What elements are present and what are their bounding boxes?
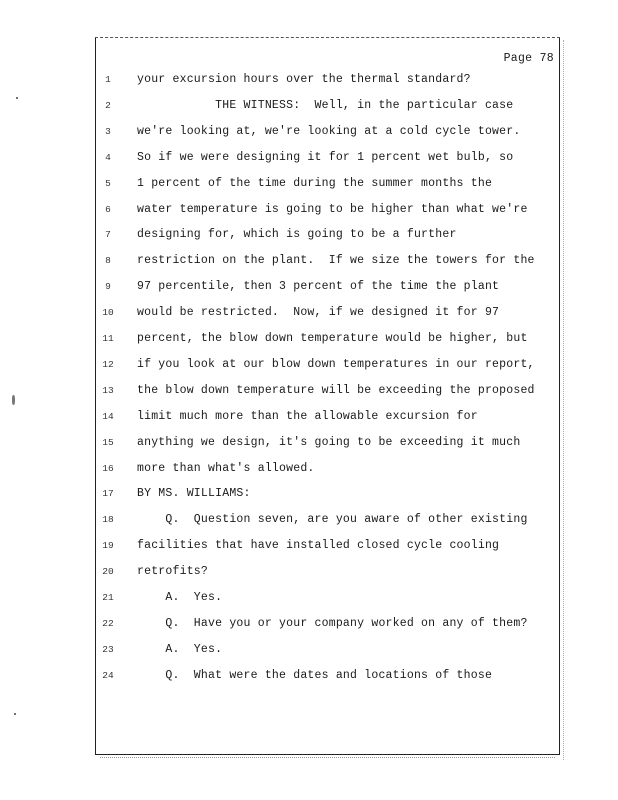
line-text: A. Yes. (137, 642, 223, 656)
line-number: 22 (102, 617, 114, 629)
line-text: we're looking at, we're looking at a cold cycle tower. (137, 124, 521, 138)
line-number: 14 (102, 410, 114, 422)
transcript-line (0, 303, 560, 323)
line-text: Q. Question seven, are you aware of other existing (137, 513, 528, 527)
scan-speck (12, 395, 15, 405)
line-number: 9 (105, 281, 111, 293)
line-number: 4 (105, 151, 111, 163)
scan-speck (16, 97, 18, 99)
transcript-line (0, 588, 560, 608)
transcript-line (0, 459, 560, 479)
line-text: BY MS. WILLIAMS: (137, 487, 251, 501)
transcript-line (0, 251, 560, 271)
line-text: A. Yes. (137, 591, 223, 604)
line-text: would be restricted. Now, if we designed it for 97 (137, 306, 500, 320)
line-text: restriction on the plant. If we size the towers for the (137, 254, 535, 268)
line-text: water temperature is going to be higher than what we're (137, 202, 528, 216)
transcript-line (0, 614, 560, 634)
line-text: limit much more than the allowable excursion for (137, 409, 478, 423)
line-text: designing for, which is going to be a further (137, 228, 457, 242)
transcript-line (0, 484, 560, 504)
line-text: Q. Have you or your company worked on any of them? (137, 616, 528, 630)
line-text: if you look at our blow down temperatures in our report, (137, 357, 535, 371)
transcript-line (0, 510, 560, 530)
line-number: 11 (102, 333, 114, 344)
scan-speck (14, 713, 16, 715)
transcript-line (0, 562, 560, 582)
line-number: 20 (102, 566, 114, 578)
transcript-line (0, 329, 560, 349)
line-number: 1 (105, 74, 111, 85)
transcript-line (0, 70, 560, 90)
transcript-line (0, 122, 560, 142)
line-number: 19 (102, 540, 114, 552)
line-text: anything we design, it's going to be exceeding it much (137, 435, 521, 449)
line-text: So if we were designing it for 1 percent wet bulb, so (137, 150, 514, 164)
line-number: 13 (102, 384, 114, 396)
line-number: 17 (102, 488, 114, 500)
line-text: THE WITNESS: Well, in the particular case (137, 98, 514, 112)
line-number: 8 (105, 255, 111, 267)
line-number: 12 (102, 358, 114, 370)
line-text: 97 percentile, then 3 percent of the time the plant (137, 280, 500, 294)
line-text: percent, the blow down temperature would be higher, but (137, 332, 528, 345)
line-number: 7 (105, 229, 111, 241)
line-text: Q. What were the dates and locations of those (137, 668, 493, 682)
transcript-line (0, 640, 560, 660)
line-text: the blow down temperature will be exceeding the proposed (137, 383, 535, 397)
transcript-line (0, 148, 560, 168)
scan-noise-bottom (100, 757, 555, 758)
line-text: facilities that have installed closed cycle cooling (137, 539, 500, 553)
transcript-line (0, 96, 560, 116)
line-number: 2 (105, 99, 111, 111)
line-number: 3 (105, 125, 111, 137)
line-number: 10 (102, 307, 114, 319)
transcript-line (0, 433, 560, 453)
line-number: 18 (102, 514, 114, 526)
transcript-line (0, 407, 560, 427)
line-text: more than what's allowed. (137, 461, 315, 475)
line-number: 24 (102, 669, 114, 681)
line-number: 6 (105, 203, 111, 215)
transcript-line (0, 536, 560, 556)
line-number: 23 (102, 643, 114, 655)
scan-edge (563, 40, 564, 760)
transcript-line (0, 200, 560, 220)
line-number: 5 (105, 177, 111, 189)
line-text: retrofits? (137, 565, 209, 579)
transcript-line (0, 355, 560, 375)
transcript-line (0, 666, 560, 686)
line-text: 1 percent of the time during the summer months the (137, 176, 493, 190)
transcript-line (0, 381, 560, 401)
line-number: 15 (102, 436, 114, 448)
transcript-line (0, 225, 560, 245)
line-text: your excursion hours over the thermal standard? (137, 73, 471, 86)
line-number: 21 (102, 592, 114, 603)
transcript-line (0, 277, 560, 297)
page-number: Page 78 (503, 52, 554, 65)
transcript-line (0, 174, 560, 194)
line-number: 16 (102, 462, 114, 474)
